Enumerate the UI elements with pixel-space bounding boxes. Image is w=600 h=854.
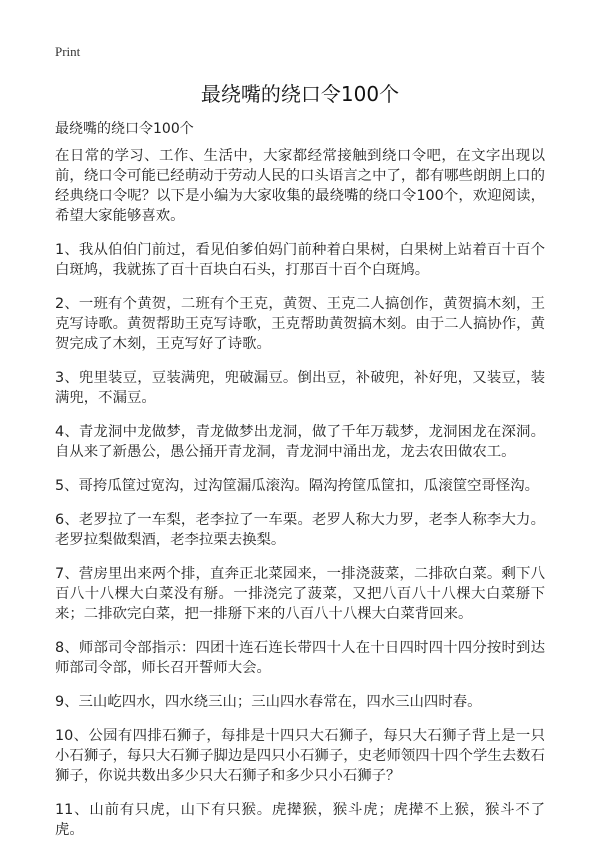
tongue-twister-item: 10、公园有四排石狮子，每排是十四只大石狮子，每只大石狮子背上是一只小石狮子，每只大石狮子脚边是四只小石狮子，史老师领四十四个学生去数石狮子，你说共数出多少只大石狮子和多少只小石狮子？	[55, 728, 545, 784]
tongue-twister-item: 4、青龙洞中龙做梦，青龙做梦出龙洞，做了千年万载梦，龙洞困龙在深洞。自从来了新愚公，愚公捅开青龙洞，青龙洞中涌出龙，龙去农田做农工。	[55, 424, 545, 460]
tongue-twister-item: 7、营房里出来两个排，直奔正北菜园来，一排浇菠菜，二排砍白菜。剩下八百八十八棵大白菜没有掰。一排浇完了菠菜，又把八百八十八棵大白菜掰下来；二排砍完白菜，把一排掰下来的八百八十八棵大白菜背回来。	[55, 566, 545, 622]
tongue-twister-item: 5、哥挎瓜筐过宽沟，过沟筐漏瓜滚沟。隔沟挎筐瓜筐扣，瓜滚筐空哥怪沟。	[55, 478, 540, 494]
intro-paragraph: 在日常的学习、工作、生活中，大家都经常接触到绕口令吧，在文字出现以前，绕口令可能已经萌动于劳动人民的口头语言之中了，都有哪些朗朗上口的经典绕口令呢？以下是小编为大家收集的最绕嘴的绕口令100个，欢迎阅读，希望大家能够喜欢。	[55, 148, 545, 224]
tongue-twister-item: 3、兜里装豆，豆装满兜，兜破漏豆。倒出豆，补破兜，补好兜，又装豆，装满兜，不漏豆。	[55, 370, 545, 406]
article-body	[55, 146, 545, 854]
tongue-twister-item: 9、三山屹四水，四水绕三山；三山四水春常在，四水三山四时春。	[55, 694, 482, 710]
tongue-twister-item: 6、老罗拉了一车梨，老李拉了一车栗。老罗人称大力罗，老李人称李大力。老罗拉梨做梨酒，老李拉栗去换梨。	[55, 512, 545, 548]
document-subtitle: 最绕嘴的绕口令100个	[55, 121, 194, 137]
tongue-twister-item: 8、师部司令部指示：四团十连石连长带四十人在十日四时四十四分按时到达师部司令部，师长召开誓师大会。	[55, 640, 545, 676]
tongue-twister-item: 1、我从伯伯门前过，看见伯爹伯妈门前种着白果树，白果树上站着百十百个白斑鸠，我就拣了百十百块白石头，打那百十百个白斑鸠。	[55, 242, 545, 278]
document-title: 最绕嘴的绕口令100个	[200, 82, 400, 106]
tongue-twister-item: 2、一班有个黄贺，二班有个王克，黄贺、王克二人搞创作，黄贺搞木刻，王克写诗歌。黄贺帮助王克写诗歌，王克帮助黄贺搞木刻。由于二人搞协作，黄贺完成了木刻，王克写好了诗歌。	[55, 296, 545, 352]
print-label[interactable]: Print	[55, 44, 81, 59]
tongue-twister-item: 11、山前有只虎，山下有只猴。虎撵猴，猴斗虎；虎撵不上猴，猴斗不了虎。	[55, 802, 545, 838]
